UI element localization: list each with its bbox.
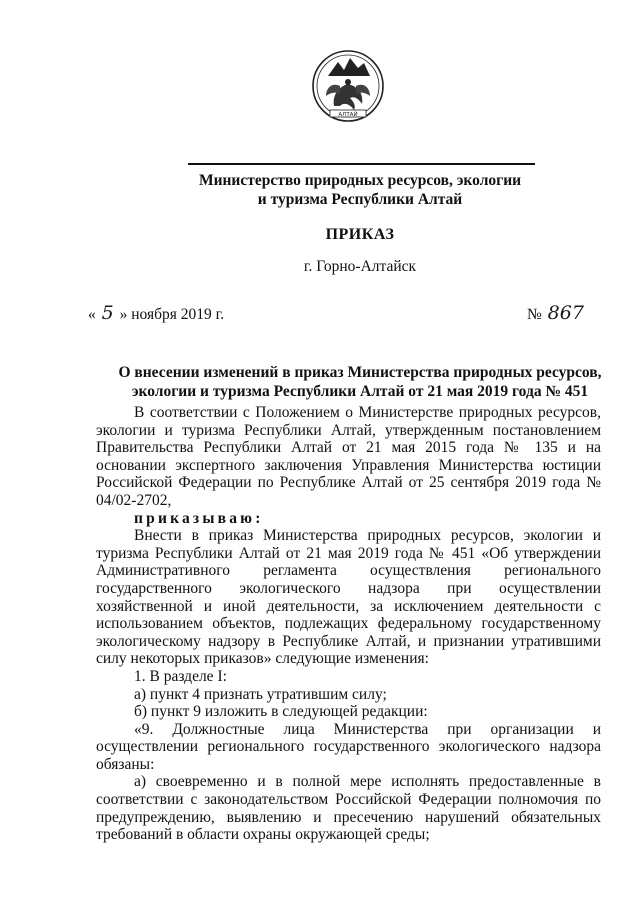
coat-of-arms-emblem [310,46,386,128]
ministry-line-2: и туризма Республики Алтай [257,191,463,208]
emblem-ribbon-text: АЛТАЙ [338,112,358,118]
paragraph-clause-9: «9. Должностные лица Министерства при организации и осуществлении регионального государственного экологического надзора обязаны: [96,720,601,773]
header-divider [188,163,535,165]
number-label: № [527,306,542,323]
number-handwritten: 867 [547,302,584,324]
date-rest: » ноября 2019 г. [119,306,225,323]
paragraph-section-1: 1. В разделе I: [134,667,227,685]
paragraph-order-word: приказываю: [134,509,264,527]
order-number [527,302,586,324]
ministry-name [150,171,570,209]
date-day-handwritten: 5 [101,302,114,324]
date-quote-open: « [88,306,96,323]
order-body [96,404,601,844]
order-subject [95,363,625,401]
paragraph-item-a: а) пункт 4 признать утратившим силу; [134,685,387,703]
ministry-line-1: Министерство природных ресурсов, экологии [198,172,522,189]
paragraph-item-b: б) пункт 9 изложить в следующей редакции: [134,703,428,721]
subject-line-1: О внесении изменений в приказ Министерства природных ресурсов, [118,364,602,381]
order-date [88,302,224,324]
subject-line-2: экологии и туризма Республики Алтай от 21 мая 2019 года № 451 [131,383,589,400]
city-name: г. Горно-Алтайск [303,258,417,275]
paragraph-preamble: В соответствии с Положением о Министерстве природных ресурсов, экологии и туризма Республики Алтай, утвержденным постановлением Правительства Республики Алтай от 21 мая 2015 года № 135 и на основании экспертного заключения Управления Министерства юстиции Российской Федерации по Республике Алтай от 25 сентября 2019 года № 04/02-2702, [96,404,601,509]
paragraph-amendment-intro: Внести в приказ Министерства природных ресурсов, экологии и туризма Республики Алтай от 21 мая 2019 года № 451 «Об утверждении Административного регламента осуществления регионального государственного экологического надзора при осуществлении хозяйственной и иной деятельности, за исключением деятельности с использованием объектов, подлежащих федеральному государственному экологическому надзору в Республике Алтай, и признании утратившими силу некоторых приказов» следующие изменения: [96,527,601,668]
order-title: ПРИКАЗ [325,226,395,243]
paragraph-clause-9a: а) своевременно и в полной мере исполнять предоставленные в соответствии с законодательством Российской Федерации полномочия по предупреждению, выявлению и пресечению нарушений обязательных требований в области охраны окружающей среды; [96,773,601,844]
